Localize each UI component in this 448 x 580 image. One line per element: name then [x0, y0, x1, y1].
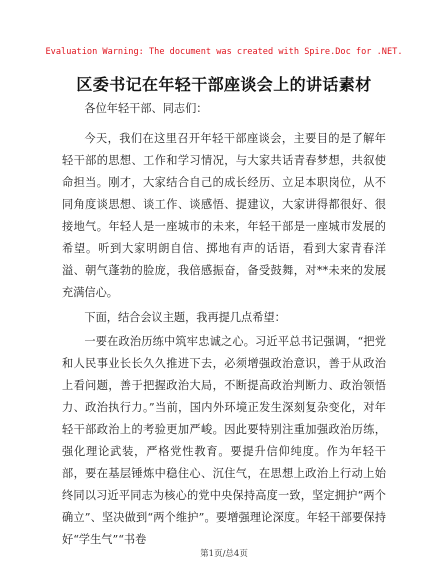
paragraph-lead: 下面，结合会议主题，我再提几点希望： [84, 311, 286, 324]
page-number-footer: 第1页/总4页 [200, 549, 248, 559]
salutation: 各位年轻干部、同志们： [84, 102, 208, 115]
paragraph-point-one: 一要在政治历练中筑牢忠诚之心。习近平总书记强调，“把党和人民事业长长久久推进下去，必须增强政治意识，善于从政治上看问题，善于把握政治大局，不断提高政治判断力、政治领悟力、政治执行力。”当前，国内外环境正发生深刻复杂变化，对年轻干部政治上的考验更加严峻。因此要特别注重加强政治历练，强化理论武装，严格党性教育。要提升信仰纯度。作为年轻干部，要在基层锤炼中稳住心、沉住气，在思想上政治上行动上始终同以习近平同志为核心的党中央保持高度一致，坚定拥护“两个确立”、坚决做到“两个维护”。要增强理论深度。年轻干部要保持好“学生气”“书卷 [62, 335, 386, 546]
evaluation-warning: Evaluation Warning: The document was created with Spire.Doc for .NET. [45, 47, 403, 57]
document-body [62, 98, 386, 554]
paragraph-opening: 今天，我们在这里召开年轻干部座谈会，主要目的是了解年轻干部的思想、工作和学习情况，与大家共话青春梦想，共叙使命担当。刚才，大家结合自己的成长经历、立足本职岗位，从不同角度谈思想、谈工作、谈感悟、提建议，大家讲得都很好、很接地气。年轻人是一座城市的未来，年轻干部是一座城市发展的希望。听到大家明朗自信、掷地有声的话语，看到大家青春洋溢、朝气蓬勃的脸庞，我倍感振奋，备受鼓舞，对**未来的发展充满信心。 [62, 132, 386, 299]
document-title: 区委书记在年轻干部座谈会上的讲话素材 [76, 75, 372, 94]
